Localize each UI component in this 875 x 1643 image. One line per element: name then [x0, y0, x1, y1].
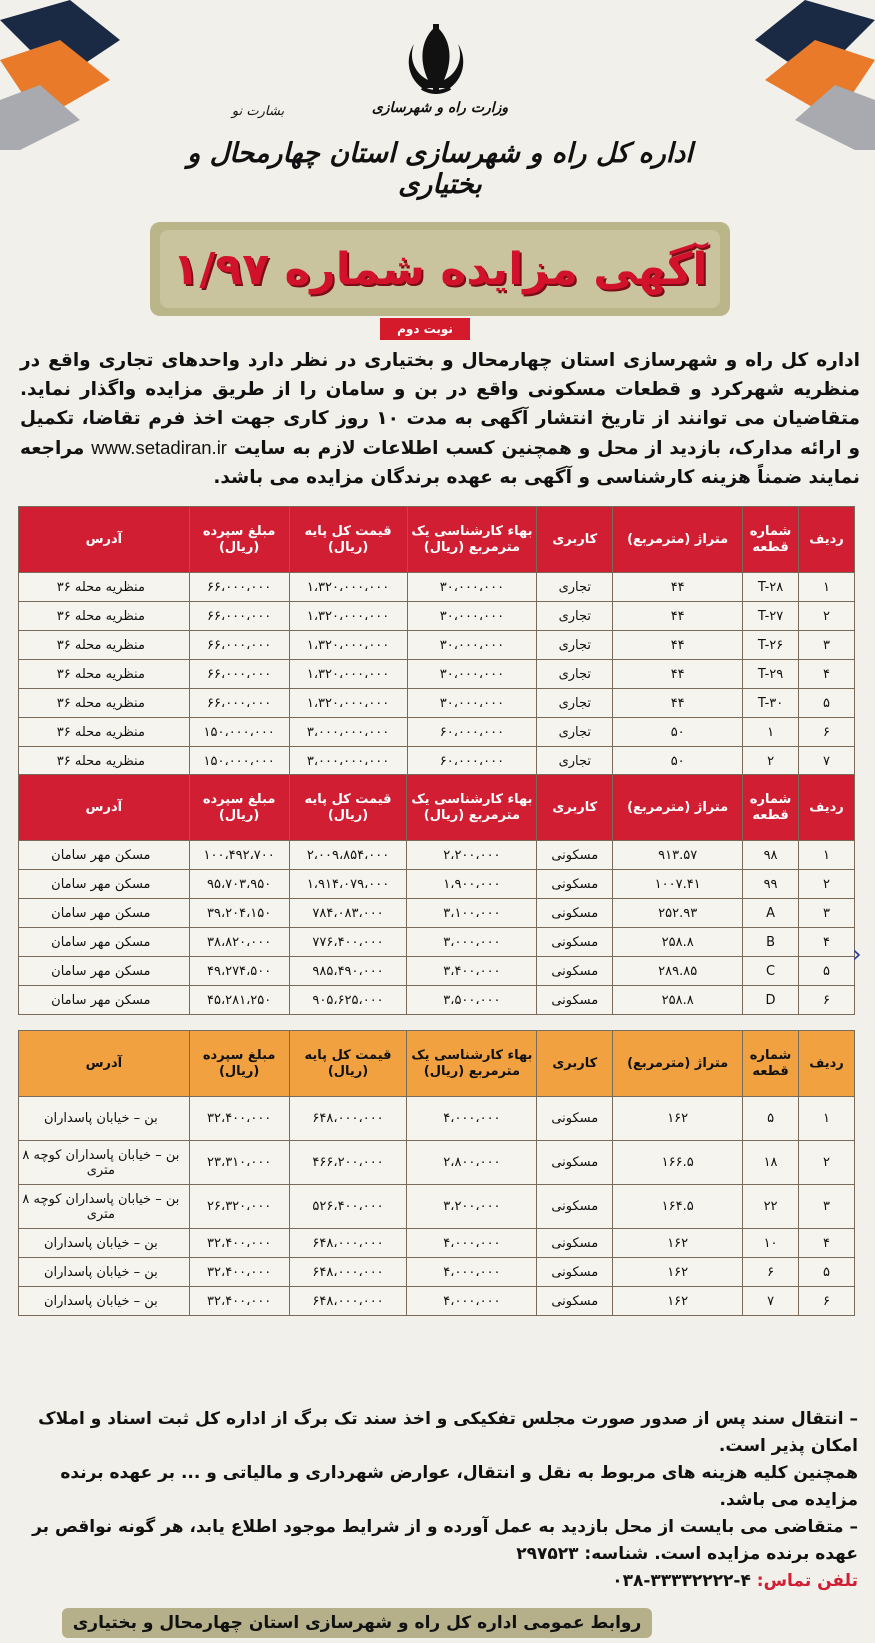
cell-address: مسکن مهر سامان	[19, 928, 190, 957]
cell-address: بن – خیابان پاسداران	[19, 1258, 190, 1287]
cell-deposit: ۶۶،۰۰۰،۰۰۰	[189, 602, 289, 631]
note-1: – انتقال سند پس از صدور صورت مجلس تفکیکی و اخذ سند تک برگ از اداره کل ثبت اسناد و املاک امکان پذیر است.	[38, 1409, 858, 1456]
cell-row: ۱	[799, 841, 855, 870]
table-row	[19, 986, 855, 1015]
cell-use: تجاری	[537, 718, 613, 747]
cell-use: تجاری	[537, 631, 613, 660]
col-use: کاربری	[537, 1031, 613, 1097]
cell-row: ۱	[799, 1097, 855, 1141]
cell-address: مسکن مهر سامان	[19, 986, 190, 1015]
cell-base-price: ۳،۰۰۰،۰۰۰،۰۰۰	[289, 718, 407, 747]
cell-price-per-m: ۴،۰۰۰،۰۰۰	[407, 1229, 537, 1258]
col-price-per-m: بهاء کارشناسی یک مترمربع (ریال)	[407, 1031, 537, 1097]
table-body	[19, 1097, 855, 1316]
cell-row: ۴	[799, 660, 855, 689]
cell-address: منظریه محله ۳۶	[19, 602, 190, 631]
cell-base-price: ۱،۳۲۰،۰۰۰،۰۰۰	[289, 631, 407, 660]
cell-area: ۱۶۲	[613, 1097, 743, 1141]
cell-address: بن – خیابان پاسداران	[19, 1287, 190, 1316]
cell-plot: T-۲۷	[743, 602, 799, 631]
col-deposit: مبلغ سپرده (ریال)	[189, 1031, 289, 1097]
cell-plot: ۱	[743, 718, 799, 747]
cell-deposit: ۲۳،۳۱۰،۰۰۰	[189, 1141, 289, 1185]
cell-area: ۱۶۲	[613, 1287, 743, 1316]
cell-use: مسکونی	[537, 1287, 613, 1316]
cell-row: ۲	[799, 602, 855, 631]
cell-address: مسکن مهر سامان	[19, 899, 190, 928]
cell-plot: A	[743, 899, 799, 928]
cell-use: مسکونی	[537, 928, 613, 957]
cell-row: ۷	[799, 747, 855, 776]
cell-area: ۲۵۸.۸	[613, 928, 743, 957]
table-row	[19, 660, 855, 689]
cell-base-price: ۶۴۸،۰۰۰،۰۰۰	[289, 1287, 407, 1316]
cell-deposit: ۲۶،۳۲۰،۰۰۰	[189, 1185, 289, 1229]
intro-paragraph	[20, 346, 860, 492]
cell-plot: ۱۸	[743, 1141, 799, 1185]
col-base-price: قیمت کل پایه (ریال)	[289, 1031, 407, 1097]
cell-price-per-m: ۱،۹۰۰،۰۰۰	[407, 870, 537, 899]
table-row	[19, 747, 855, 776]
phone-label: تلفن تماس:	[756, 1571, 858, 1591]
table-row	[19, 631, 855, 660]
cell-deposit: ۴۹،۲۷۴،۵۰۰	[189, 957, 289, 986]
cell-base-price: ۷۷۶،۴۰۰،۰۰۰	[289, 928, 407, 957]
cell-address: منظریه محله ۳۶	[19, 747, 190, 776]
cell-plot: B	[743, 928, 799, 957]
cell-deposit: ۶۶،۰۰۰،۰۰۰	[189, 689, 289, 718]
cell-deposit: ۱۵۰،۰۰۰،۰۰۰	[189, 718, 289, 747]
intro-text-after: مراجعه نمایند ضمناً هزینه کارشناسی و آگهی به عهده برندگان مزایده می باشد.	[20, 438, 860, 488]
cell-price-per-m: ۳،۵۰۰،۰۰۰	[407, 986, 537, 1015]
table-row	[19, 1229, 855, 1258]
cell-row: ۲	[799, 870, 855, 899]
table-header-row	[19, 1031, 855, 1097]
cell-row: ۴	[799, 928, 855, 957]
table-row	[19, 870, 855, 899]
cell-address: منظریه محله ۳۶	[19, 660, 190, 689]
table-row	[19, 718, 855, 747]
cell-address: بن – خیابان پاسداران کوچه ۸ متری	[19, 1141, 190, 1185]
cell-price-per-m: ۳۰،۰۰۰،۰۰۰	[407, 573, 537, 602]
cell-area: ۱۶۲	[613, 1229, 743, 1258]
cell-deposit: ۱۰۰،۴۹۲،۷۰۰	[189, 841, 289, 870]
round-badge: نوبت دوم	[380, 318, 470, 340]
cell-row: ۵	[799, 689, 855, 718]
col-address: آدرس	[19, 1031, 190, 1097]
cell-plot: T-۲۸	[743, 573, 799, 602]
cell-address: منظریه محله ۳۶	[19, 573, 190, 602]
note-2: همچنین کلیه هزینه های مربوط به نقل و انتقال، عوارض شهرداری و مالیاتی و ... بر عهده برنده مزایده می باشد.	[60, 1463, 858, 1510]
cell-row: ۳	[799, 631, 855, 660]
cell-deposit: ۶۶،۰۰۰،۰۰۰	[189, 631, 289, 660]
col-area: متراژ (مترمربع)	[613, 1031, 743, 1097]
col-plot: شماره قطعه	[743, 775, 799, 841]
cell-price-per-m: ۳،۰۰۰،۰۰۰	[407, 928, 537, 957]
table-row	[19, 1141, 855, 1185]
residential-saman-table	[18, 774, 855, 1015]
cell-use: مسکونی	[537, 1185, 613, 1229]
cell-area: ۵۰	[613, 747, 743, 776]
cell-row: ۳	[799, 1185, 855, 1229]
cell-row: ۶	[799, 1287, 855, 1316]
residential-ben-table	[18, 1030, 855, 1316]
col-row: ردیف	[799, 507, 855, 573]
ministry-name: وزارت راه و شهرسازی	[371, 100, 509, 116]
cell-address: بن – خیابان پاسداران کوچه ۸ متری	[19, 1185, 190, 1229]
cell-price-per-m: ۳۰،۰۰۰،۰۰۰	[407, 689, 537, 718]
cell-price-per-m: ۳،۴۰۰،۰۰۰	[407, 957, 537, 986]
cell-use: مسکونی	[537, 986, 613, 1015]
cell-address: بن – خیابان پاسداران	[19, 1097, 190, 1141]
cell-plot: ۱۰	[743, 1229, 799, 1258]
col-use: کاربری	[537, 507, 613, 573]
footer-public-relations: روابط عمومی اداره کل راه و شهرسازی استان چهارمحال و بختیاری	[62, 1608, 652, 1638]
cell-price-per-m: ۲،۲۰۰،۰۰۰	[407, 841, 537, 870]
notice-title: آگهی مزایده شماره ۱/۹۷	[172, 243, 708, 295]
cell-base-price: ۱،۳۲۰،۰۰۰،۰۰۰	[289, 660, 407, 689]
cell-base-price: ۲،۰۰۹،۸۵۴،۰۰۰	[289, 841, 407, 870]
cell-area: ۲۵۲.۹۳	[613, 899, 743, 928]
col-base-price: قیمت کل پایه (ریال)	[289, 775, 407, 841]
phone-line	[22, 1568, 858, 1595]
notes-section	[22, 1406, 858, 1595]
table-row	[19, 602, 855, 631]
table-row	[19, 928, 855, 957]
cell-price-per-m: ۳،۲۰۰،۰۰۰	[407, 1185, 537, 1229]
cell-use: تجاری	[537, 573, 613, 602]
cell-deposit: ۳۲،۴۰۰،۰۰۰	[189, 1258, 289, 1287]
col-row: ردیف	[799, 775, 855, 841]
cell-use: مسکونی	[537, 899, 613, 928]
table-body	[19, 573, 855, 776]
cell-area: ۴۴	[613, 631, 743, 660]
cell-deposit: ۹۵،۷۰۳،۹۵۰	[189, 870, 289, 899]
col-area: متراژ (مترمربع)	[613, 775, 743, 841]
cell-price-per-m: ۳۰،۰۰۰،۰۰۰	[407, 660, 537, 689]
table-row	[19, 957, 855, 986]
cell-base-price: ۳،۰۰۰،۰۰۰،۰۰۰	[289, 747, 407, 776]
cell-plot: ۵	[743, 1097, 799, 1141]
cell-area: ۴۴	[613, 573, 743, 602]
col-deposit: مبلغ سپرده (ریال)	[189, 775, 289, 841]
cell-use: مسکونی	[537, 841, 613, 870]
cell-use: مسکونی	[537, 1097, 613, 1141]
cell-deposit: ۱۵۰،۰۰۰،۰۰۰	[189, 747, 289, 776]
col-plot: شماره قطعه	[743, 1031, 799, 1097]
cell-base-price: ۱،۳۲۰،۰۰۰،۰۰۰	[289, 602, 407, 631]
cell-plot: C	[743, 957, 799, 986]
col-area: متراژ (مترمربع)	[613, 507, 743, 573]
cell-deposit: ۶۶،۰۰۰،۰۰۰	[189, 660, 289, 689]
table-row	[19, 1258, 855, 1287]
cell-row: ۶	[799, 718, 855, 747]
cell-price-per-m: ۶۰،۰۰۰،۰۰۰	[407, 718, 537, 747]
cell-plot: ۹۸	[743, 841, 799, 870]
table-header-row	[19, 775, 855, 841]
col-use: کاربری	[537, 775, 613, 841]
cell-deposit: ۳۲،۴۰۰،۰۰۰	[189, 1287, 289, 1316]
cell-row: ۱	[799, 573, 855, 602]
cell-area: ۴۴	[613, 602, 743, 631]
cell-base-price: ۹۸۵،۴۹۰،۰۰۰	[289, 957, 407, 986]
cell-base-price: ۱،۳۲۰،۰۰۰،۰۰۰	[289, 689, 407, 718]
cell-base-price: ۹۰۵،۶۲۵،۰۰۰	[289, 986, 407, 1015]
cell-price-per-m: ۶۰،۰۰۰،۰۰۰	[407, 747, 537, 776]
col-price-per-m: بهاء کارشناسی یک مترمربع (ریال)	[407, 507, 537, 573]
cell-use: مسکونی	[537, 1141, 613, 1185]
cell-address: مسکن مهر سامان	[19, 841, 190, 870]
col-plot: شماره قطعه	[743, 507, 799, 573]
cell-base-price: ۱،۹۱۴،۰۷۹،۰۰۰	[289, 870, 407, 899]
cell-plot: T-۲۹	[743, 660, 799, 689]
cell-area: ۲۵۸.۸	[613, 986, 743, 1015]
table-row	[19, 573, 855, 602]
cell-area: ۱۶۲	[613, 1258, 743, 1287]
cell-row: ۶	[799, 986, 855, 1015]
cell-price-per-m: ۳،۱۰۰،۰۰۰	[407, 899, 537, 928]
cell-use: تجاری	[537, 747, 613, 776]
col-price-per-m: بهاء کارشناسی یک مترمربع (ریال)	[407, 775, 537, 841]
cell-price-per-m: ۴،۰۰۰،۰۰۰	[407, 1097, 537, 1141]
commercial-units-table	[18, 506, 855, 776]
cell-deposit: ۳۹،۲۰۴،۱۵۰	[189, 899, 289, 928]
cell-deposit: ۳۲،۴۰۰،۰۰۰	[189, 1097, 289, 1141]
table-row	[19, 1185, 855, 1229]
cell-plot: ۲۲	[743, 1185, 799, 1229]
header	[0, 0, 875, 225]
cell-base-price: ۶۴۸،۰۰۰،۰۰۰	[289, 1097, 407, 1141]
cell-plot: ۶	[743, 1258, 799, 1287]
cell-use: مسکونی	[537, 1229, 613, 1258]
cell-plot: T-۳۰	[743, 689, 799, 718]
col-address: آدرس	[19, 507, 190, 573]
cell-plot: ۹۹	[743, 870, 799, 899]
table-row	[19, 1287, 855, 1316]
cell-base-price: ۱،۳۲۰،۰۰۰،۰۰۰	[289, 573, 407, 602]
cell-area: ۱۰۰۷.۴۱	[613, 870, 743, 899]
table-header-row	[19, 507, 855, 573]
table-row	[19, 1097, 855, 1141]
cell-base-price: ۴۶۶،۲۰۰،۰۰۰	[289, 1141, 407, 1185]
cell-deposit: ۳۲،۴۰۰،۰۰۰	[189, 1229, 289, 1258]
cell-price-per-m: ۴،۰۰۰،۰۰۰	[407, 1258, 537, 1287]
cell-use: مسکونی	[537, 957, 613, 986]
cell-address: منظریه محله ۳۶	[19, 689, 190, 718]
cell-area: ۱۶۴.۵	[613, 1185, 743, 1229]
margin-mark: ‹	[852, 940, 862, 968]
cell-plot: ۲	[743, 747, 799, 776]
cell-price-per-m: ۳۰،۰۰۰،۰۰۰	[407, 631, 537, 660]
table-row	[19, 689, 855, 718]
cell-use: مسکونی	[537, 1258, 613, 1287]
col-address: آدرس	[19, 775, 190, 841]
cell-address: مسکن مهر سامان	[19, 957, 190, 986]
col-deposit: مبلغ سپرده (ریال)	[189, 507, 289, 573]
website-link[interactable]: www.setadiran.ir	[91, 437, 227, 458]
cell-deposit: ۳۸،۸۲۰،۰۰۰	[189, 928, 289, 957]
cell-row: ۳	[799, 899, 855, 928]
cell-address: بن – خیابان پاسداران	[19, 1229, 190, 1258]
title-banner-inner	[160, 230, 720, 308]
title-banner	[150, 222, 730, 316]
cell-base-price: ۵۲۶،۴۰۰،۰۰۰	[289, 1185, 407, 1229]
cell-row: ۵	[799, 957, 855, 986]
cell-price-per-m: ۲،۸۰۰،۰۰۰	[407, 1141, 537, 1185]
note-3: – متقاضی می بایست از محل بازدید به عمل آورده و از شرایط موجود اطلاع یابد، هر گونه نواقص بر عهده برنده مزایده است. شناسه: ۲۹۷۵۲۳	[32, 1517, 858, 1564]
cell-area: ۱۶۶.۵	[613, 1141, 743, 1185]
table-body	[19, 841, 855, 1015]
cell-use: مسکونی	[537, 870, 613, 899]
cell-price-per-m: ۳۰،۰۰۰،۰۰۰	[407, 602, 537, 631]
cell-plot: D	[743, 986, 799, 1015]
department-name: اداره کل راه و شهرسازی استان چهارمحال و بختیاری	[187, 138, 693, 200]
cell-address: منظریه محله ۳۶	[19, 631, 190, 660]
cell-area: ۴۴	[613, 660, 743, 689]
cell-base-price: ۶۴۸،۰۰۰،۰۰۰	[289, 1229, 407, 1258]
cell-plot: ۷	[743, 1287, 799, 1316]
phone-number[interactable]: ۴-۳۳۳۳۲۲۲۲-۰۳۸	[612, 1571, 751, 1591]
publication-tag: بشارت نو	[231, 104, 285, 119]
col-row: ردیف	[799, 1031, 855, 1097]
cell-row: ۲	[799, 1141, 855, 1185]
cell-area: ۵۰	[613, 718, 743, 747]
cell-row: ۵	[799, 1258, 855, 1287]
intro-text-before: اداره کل راه و شهرسازی استان چهارمحال و بختیاری در نظر دارد واحدهای تجاری واقع در منظریه شهرکرد و قطعات مسکونی واقع در بن و سامان را از طریق مزایده واگذار نماید. متقاضیان می توانند از تاریخ انتشار آگهی به مدت ۱۰ روز کاری جهت اخذ فرم تقاضا، تکمیل و ارائه مدارک، بازدید از محل و همچنین کسب اطلاعات لازم به سایت	[20, 350, 860, 459]
cell-deposit: ۴۵،۲۸۱،۲۵۰	[189, 986, 289, 1015]
iran-emblem-icon	[392, 18, 480, 98]
table-row	[19, 899, 855, 928]
cell-use: تجاری	[537, 602, 613, 631]
cell-plot: T-۲۶	[743, 631, 799, 660]
cell-price-per-m: ۴،۰۰۰،۰۰۰	[407, 1287, 537, 1316]
cell-address: مسکن مهر سامان	[19, 870, 190, 899]
cell-row: ۴	[799, 1229, 855, 1258]
cell-use: تجاری	[537, 660, 613, 689]
table-row	[19, 841, 855, 870]
cell-address: منظریه محله ۳۶	[19, 718, 190, 747]
cell-area: ۲۸۹.۸۵	[613, 957, 743, 986]
col-base-price: قیمت کل پایه (ریال)	[289, 507, 407, 573]
cell-use: تجاری	[537, 689, 613, 718]
cell-base-price: ۶۴۸،۰۰۰،۰۰۰	[289, 1258, 407, 1287]
cell-deposit: ۶۶،۰۰۰،۰۰۰	[189, 573, 289, 602]
cell-base-price: ۷۸۴،۰۸۳،۰۰۰	[289, 899, 407, 928]
cell-area: ۹۱۳.۵۷	[613, 841, 743, 870]
cell-area: ۴۴	[613, 689, 743, 718]
